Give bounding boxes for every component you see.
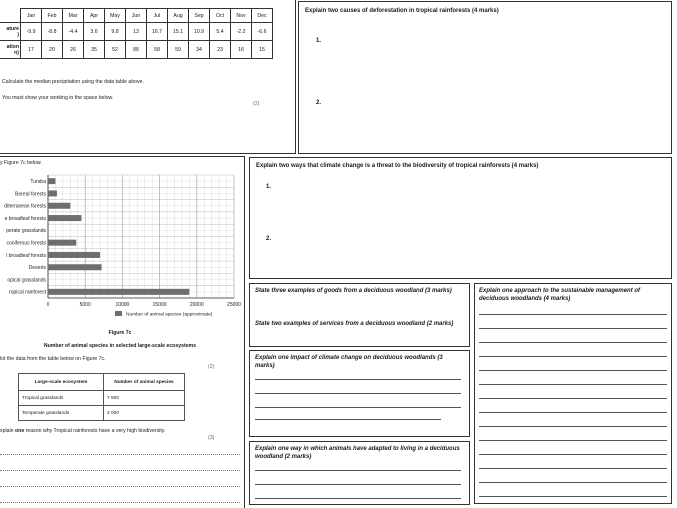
month-header: Feb [42,9,63,23]
climate-panel [0,0,296,154]
figure-caption: Figure 7c [108,330,132,336]
precipitation-cell: 23 [210,41,231,59]
precipitation-cell: 35 [84,41,105,59]
eco-cell: 4 000 [104,406,185,421]
climate-table [0,8,273,59]
plot-marks: (2) [208,364,215,370]
temperature-label: ature ) [0,23,21,41]
climate-biodiversity-box [249,157,672,279]
category-label: ropical rainforest [9,289,46,296]
bar [48,190,57,196]
precipitation-cell: 52 [105,41,126,59]
eco-cell: Temperate grasslands [19,406,104,421]
precipitation-cell: 58 [147,41,168,59]
legend-swatch [115,311,122,316]
temperature-cell: -8.8 [42,23,63,41]
climate-biodiversity-number-2: 2. [266,236,272,242]
bar [48,289,189,295]
deforestation-box [298,1,672,154]
x-tick-label: 10000 [115,302,130,308]
figure-panel [0,156,245,508]
bar [48,215,81,221]
precipitation-label: ation n) [0,41,21,59]
climate-biodiversity-question: Explain two ways that climate change is a threat to the biodiversity of tropical rainforests (4 marks) [256,163,539,169]
category-label: diterranean forests [4,203,46,210]
climate-biodiversity-number-1: 1. [266,184,272,190]
goods-services-box [249,283,470,347]
bar [48,203,70,209]
rainforest-biodiversity-question: xplain one reason why Tropical rainforests have a very high biodiversity. [0,428,166,434]
month-header: Oct [210,9,231,23]
temperature-cell: 13 [126,23,147,41]
adaptation-question: Explain one way in which animals have adapted to living in a deciduous woodland (2 marks) [255,446,460,460]
precipitation-cell: 16 [231,41,252,59]
x-tick-label: 20000 [189,302,204,308]
temperature-cell: 3.6 [84,23,105,41]
month-header: Nov [231,9,252,23]
bold-word: one [15,428,25,434]
median-question: Calculate the median precipitation using the data table above. [2,79,144,85]
month-header: Aug [168,9,189,23]
plot-instruction: lot the data from the table below on Figure 7c. [0,356,106,362]
bar [48,252,100,258]
bar-chart [0,171,244,337]
impact-question: Explain one impact of climate change on deciduous woodlands (3 marks) [255,355,443,369]
precipitation-cell: 34 [189,41,210,59]
x-tick-label: 25000 [227,302,241,308]
temperature-cell: 5.4 [210,23,231,41]
deforestation-number-2: 2. [316,100,322,106]
x-tick-label: 15000 [152,302,167,308]
deforestation-question: Explain two causes of deforestation in tropical rainforests (4 marks) [305,8,499,14]
bar [48,240,76,246]
category-label: l broadleaf forests [6,252,46,259]
x-tick-label: 0 [46,302,50,308]
figure-intro: y Figure 7c below. [0,160,42,166]
month-header: Jul [147,9,168,23]
category-label: perate grasslands [6,228,46,235]
x-tick-label: 5000 [79,302,91,308]
impact-box [249,350,470,437]
rainforest-biodiversity-marks: (3) [208,435,215,441]
temperature-cell: 9.8 [105,23,126,41]
precipitation-cell: 20 [42,41,63,59]
services-question: State two examples of services from a deciduous woodland (2 marks) [255,321,454,327]
month-header: Mar [63,9,84,23]
category-label: coniferous forests [6,240,46,247]
eco-cell: Tropical grasslands [19,391,104,406]
median-marks: (2) [253,101,260,107]
month-header: Jun [126,9,147,23]
temperature-cell: -9.9 [21,23,42,41]
precipitation-cell: 17 [21,41,42,59]
precipitation-cell: 26 [63,41,84,59]
sustainable-box [474,283,672,504]
bar [48,264,102,270]
category-label: opical grasslands [7,277,46,284]
month-header: Jan [21,9,42,23]
median-instruction: You must show your working in the space below. [2,95,114,101]
temperature-cell: -4.4 [63,23,84,41]
temperature-cell: 16.7 [147,23,168,41]
month-header: Sep [189,9,210,23]
category-label: Tundra [30,178,46,185]
precipitation-cell: 59 [168,41,189,59]
legend-label: Number of animal species (approximate) [126,312,213,318]
bar [48,178,55,184]
eco-header-species: Number of animal species [104,374,185,391]
figure-subtitle: Number of animal species in selected large-scale ecosystems [43,343,197,349]
adaptation-box [249,441,470,505]
temperature-cell: 15.1 [168,23,189,41]
deforestation-number-1: 1. [316,38,322,44]
eco-header-ecosystem: Large-scale ecosystem [19,374,104,391]
temperature-cell: 10.9 [189,23,210,41]
sustainable-question: Explain one approach to the sustainable management of deciduous woodlands (4 marks) [479,288,641,302]
category-label: Boreal forests [15,191,46,198]
precipitation-cell: 15 [252,41,273,59]
goods-question: State three examples of goods from a deciduous woodland (3 marks) [255,288,452,294]
month-header: May [105,9,126,23]
category-label: e broadleaf forests [4,215,46,222]
precipitation-cell: 88 [126,41,147,59]
temperature-cell: -2.2 [231,23,252,41]
month-header: Apr [84,9,105,23]
temperature-cell: -6.6 [252,23,273,41]
month-header: Dec [252,9,273,23]
category-label: Deserts [28,265,46,272]
eco-cell: 7 500 [104,391,185,406]
ecosystem-table [18,373,185,421]
